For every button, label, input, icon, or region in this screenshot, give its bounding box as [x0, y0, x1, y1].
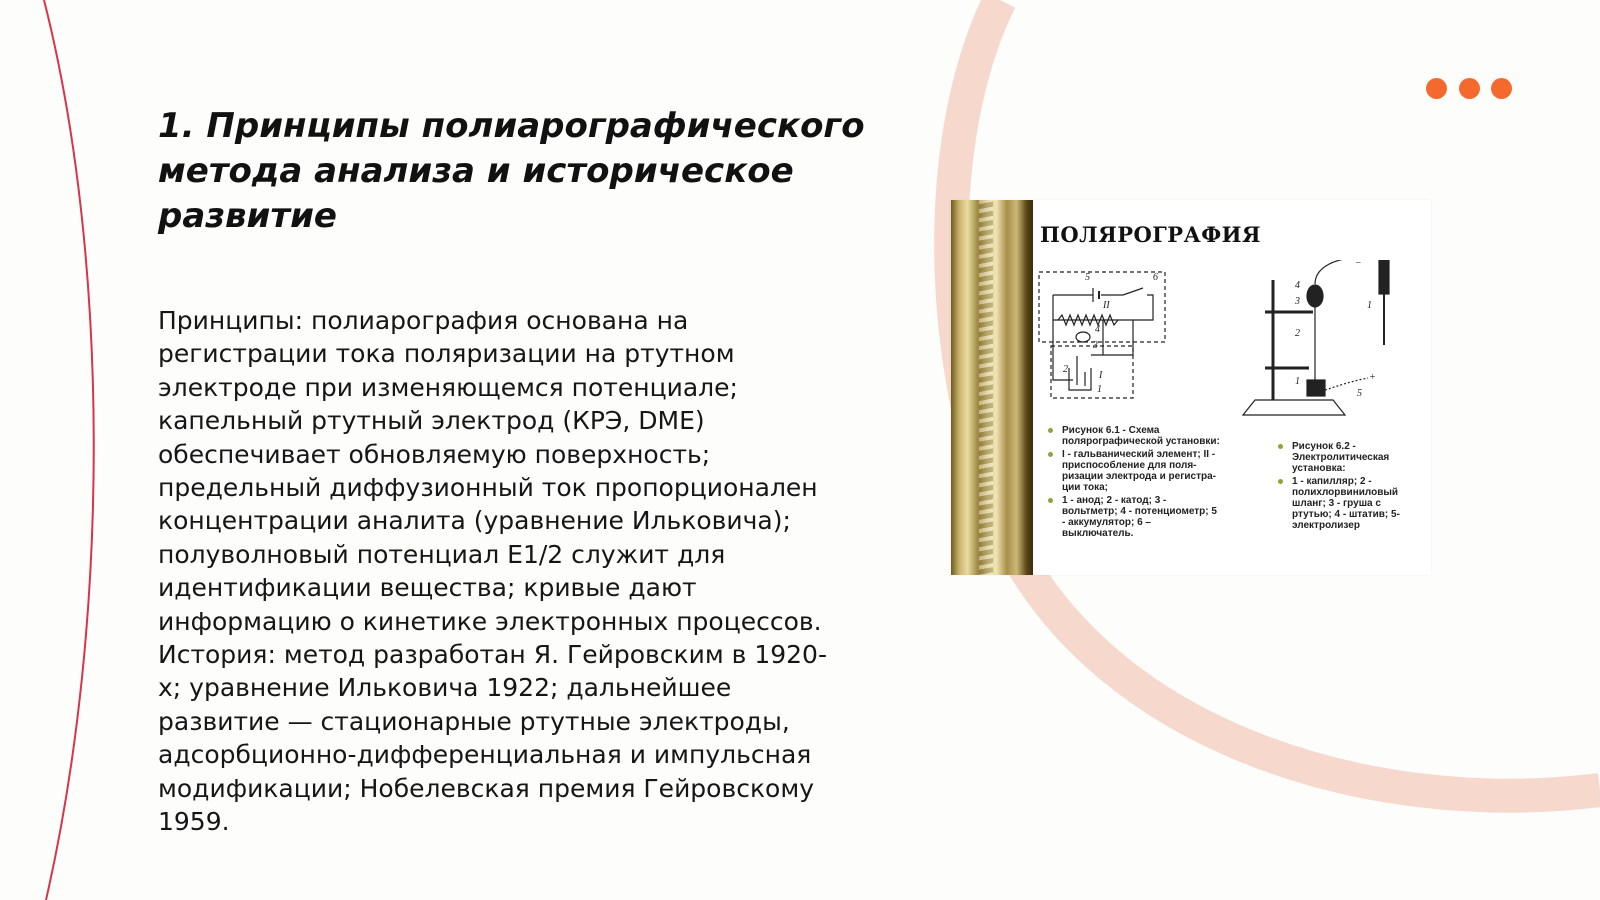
dot-icon — [1459, 78, 1480, 99]
schema-voltmeter — [1076, 332, 1090, 342]
schema-electrolyzer — [1307, 380, 1325, 396]
schema-label: 1 — [1295, 376, 1300, 387]
polarography-figure — [951, 200, 1431, 575]
dot-icon — [1491, 78, 1512, 99]
caption-item: Рисунок 6.2 - Электролитическая установка: — [1276, 441, 1426, 474]
schema-stand-base — [1243, 400, 1345, 415]
schema-label: 5 — [1357, 388, 1362, 399]
figure-caption-right — [1276, 441, 1426, 533]
schema-label: 3 — [1295, 296, 1300, 307]
schema-mercury-bulb — [1307, 285, 1323, 307]
caption-item: 1 - анод; 2 - катод; 3 - вольтметр; 4 - потенциометр; 5 - аккумулятор; 6 – выключатель. — [1046, 495, 1251, 539]
schema-label: − — [1355, 260, 1362, 269]
caption-item: Рисунок 6.1 - Схема полярографической установки: — [1046, 425, 1251, 447]
schema-label: 4 — [1295, 280, 1300, 291]
schema-tube — [1315, 260, 1351, 284]
slide-body-text: Принципы: полиарография основана на регистрации тока поляризации на ртутном электроде при изменяющемся потенциале; капельный ртутный электрод (КРЭ, DME) обеспечивает обновляемую поверхность; предельный диффузионный ток пропорционален концентрации аналита (уравнение Ильковича); полуволновый потенциал E1/2 служит для идентификации вещества; кривые дают информацию о кинетике электронных процессов. История: метод разработан Я. Гейровским в 1920-х; уравнение Ильковича 1922; дальнейшее развитие — стационарные ртутные электроды, адсорбционно-дифференциальная и импульсная модификации; Нобелевская премия Гейровскому 1959. — [158, 306, 827, 837]
schema-label: 1 — [1367, 300, 1372, 311]
schema-cell — [1069, 356, 1091, 390]
schema-label: 2 — [1063, 364, 1068, 375]
schema-label: 1 — [1097, 384, 1102, 395]
golden-rod-image — [951, 200, 1033, 575]
decorative-dots — [1426, 78, 1512, 102]
caption-item: I - гальванический элемент; II - приспособление для поля- ризации электрода и регистра- ции тока; — [1046, 449, 1251, 493]
figure-caption-left — [1046, 425, 1251, 541]
schema-label: I — [1099, 370, 1103, 381]
schema-label: + — [1369, 372, 1376, 383]
schema-label: 4 — [1095, 324, 1100, 335]
schema-dashed-box-outer — [1039, 272, 1165, 342]
caption-item: 1 - капилляр; 2 - полихлорвиниловый шланг; 3 - груша с ртутью; 4 - штатив; 5- электролизер — [1276, 476, 1426, 531]
figure-title: ПОЛЯРОГРАФИЯ — [1040, 222, 1261, 247]
schema-label: II — [1103, 300, 1110, 311]
schema-capillary — [1379, 260, 1389, 294]
slide-title: 1. Принципы полиарографического метода анализа и историческое развитие — [158, 106, 865, 236]
schema-label: 2 — [1295, 328, 1300, 339]
schema-label: 6 — [1153, 272, 1158, 283]
polarograph-schematic — [1033, 260, 1431, 430]
dot-icon — [1426, 78, 1447, 99]
left-curve-line — [44, 0, 94, 900]
schema-label: 3 — [1093, 340, 1098, 351]
schema-label: 5 — [1085, 272, 1090, 283]
